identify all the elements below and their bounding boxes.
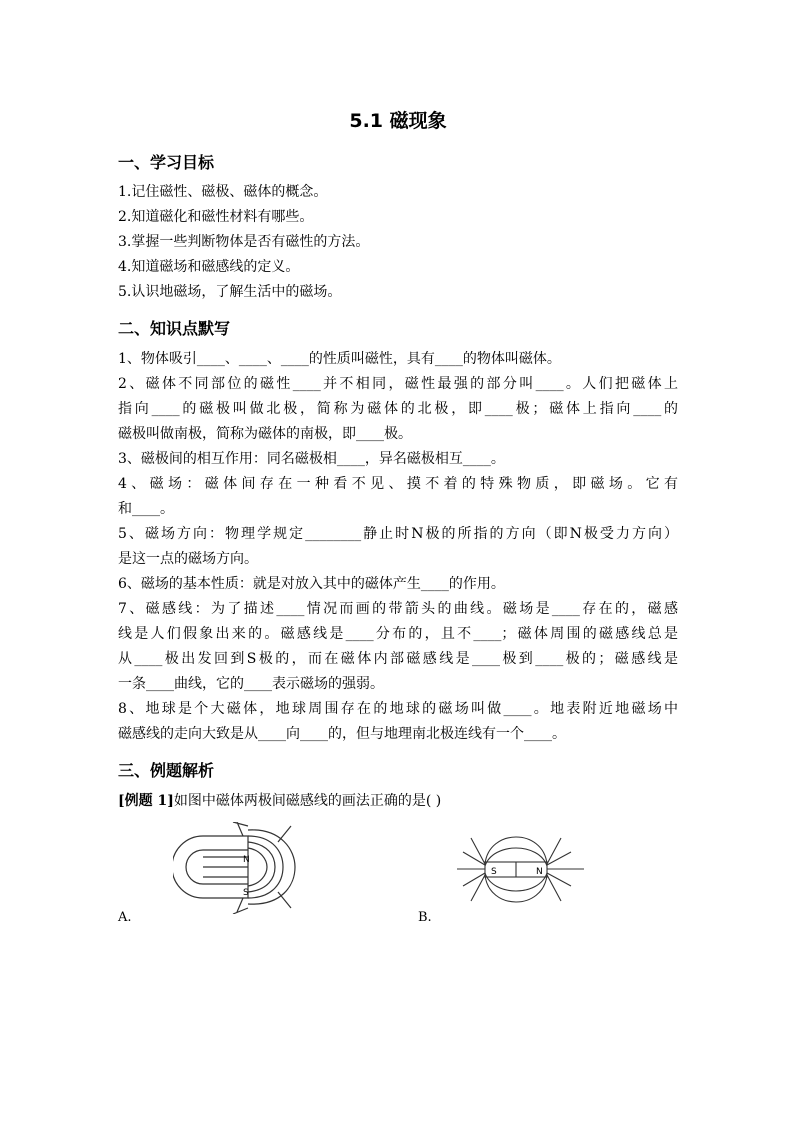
section-heading-knowledge: 二、知识点默写 [118,319,231,338]
example-question [118,792,678,810]
knowledge-line: 线是人们假象出来的。磁感线是____分布的，且不____；磁体周围的磁感线总是 [118,626,678,642]
goal-item: 4.知道磁场和磁感线的定义。 [118,259,300,275]
example-tag: [例题 1] [118,793,174,809]
knowledge-line: 4、磁场：磁体间存在一种看不见、摸不着的特殊物质，即磁场。它有 [118,476,678,492]
knowledge-line: 1、物体吸引____、____、____的性质叫磁性，具有____的物体叫磁体。 [118,351,561,367]
knowledge-line: 指向____的磁极叫做北极，简称为磁体的北极，即____极；磁体上指向____的 [118,401,678,417]
knowledge-line: 和____。 [118,501,174,517]
knowledge-line: 7、磁感线：为了描述____情况而画的带箭头的曲线。磁场是____存在的，磁感 [118,601,678,617]
knowledge-line: 5、磁场方向：物理学规定________静止时N极的所指的方向（即N极受力方向） [118,526,678,542]
goal-item: 1.记住磁性、磁极、磁体的概念。 [118,184,328,200]
magnet-a-n-label: N [243,855,250,865]
magnet-b-n-label: N [536,867,543,877]
knowledge-line: 8、地球是个大磁体，地球周围存在的地球的磁场叫做____。地表附近地磁场中 [118,701,678,717]
goal-item: 5.认识地磁场，了解生活中的磁场。 [118,284,342,300]
goal-item: 2.知道磁化和磁性材料有哪些。 [118,209,314,225]
section-heading-goals: 一、学习目标 [118,153,215,172]
knowledge-line: 2、磁体不同部位的磁性____并不相同，磁性最强的部分叫____。人们把磁体上 [118,376,678,392]
example-text: 如图中磁体两极间磁感线的画法正确的是( ) [173,793,442,809]
goal-item: 3.掌握一些判断物体是否有磁性的方法。 [118,234,370,250]
knowledge-line: 是这一点的磁场方向。 [118,551,258,567]
figure-a-u-magnet [173,822,303,914]
magnet-a-s-label: S [243,888,249,898]
figure-b-bar-magnet [453,822,588,917]
knowledge-line: 磁感线的走向大致是从____向____的，但与地理南北极连线有一个____。 [118,726,566,742]
option-a-label: A. [118,910,132,925]
section-heading-examples: 三、例题解析 [118,761,215,780]
page-title: 5.1 磁现象 [349,110,447,132]
knowledge-line: 一条____曲线，它的____表示磁场的强弱。 [118,676,384,692]
knowledge-line: 3、磁极间的相互作用：同名磁极相____，异名磁极相互____。 [118,451,505,467]
knowledge-line: 6、磁场的基本性质：就是对放入其中的磁体产生____的作用。 [118,576,505,592]
knowledge-line: 从____极出发回到S极的，而在磁体内部磁感线是____极到____极的；磁感线是 [118,651,678,667]
magnet-b-s-label: S [491,867,497,877]
knowledge-line: 磁极叫做南极，简称为磁体的南极，即____极。 [118,426,412,442]
option-b-label: B. [418,910,432,925]
